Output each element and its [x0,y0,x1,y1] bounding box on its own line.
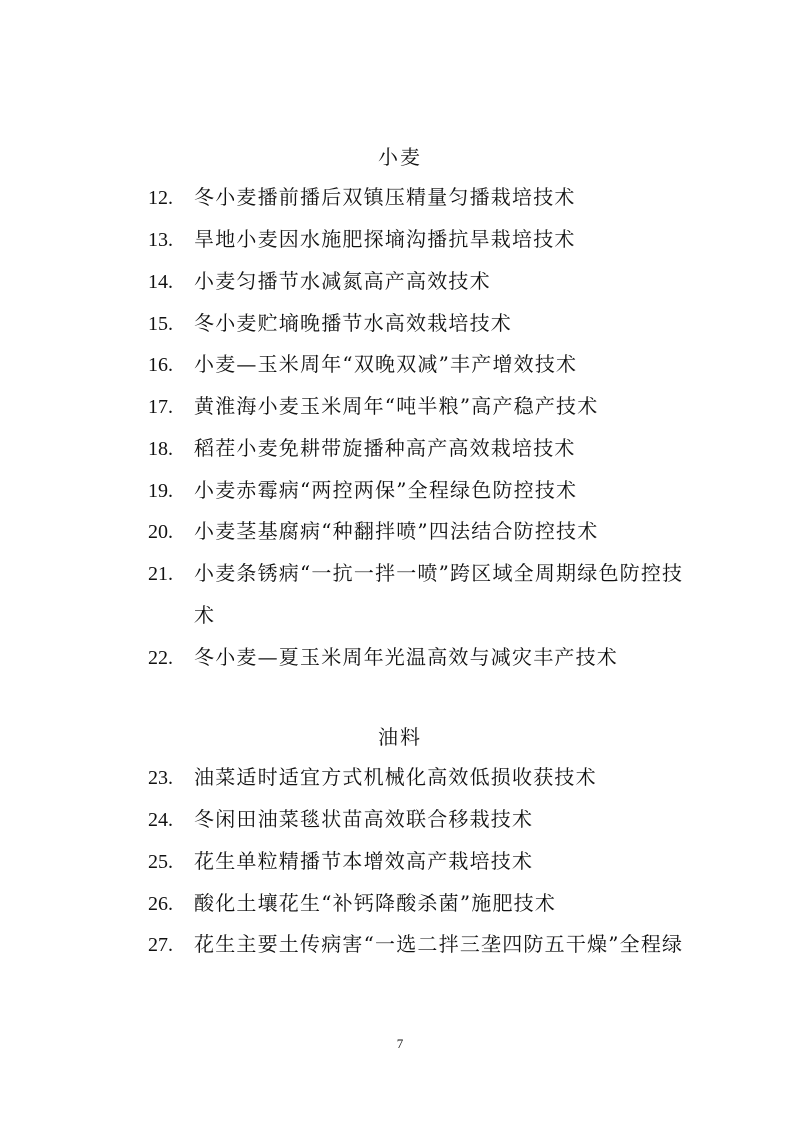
list-item [148,225,708,254]
item-text: 油菜适时适宜方式机械化高效低损收获技术 [194,765,597,789]
section-title-oilseed: 油料 [378,725,422,749]
item-text: 花生单粒精播节本增效高产栽培技术 [194,849,534,873]
list-item [148,267,708,296]
list-item [148,392,708,421]
list-item [148,434,708,463]
item-text: 黄淮海小麦玉米周年“吨半粮”高产稳产技术 [194,394,599,418]
list-item [148,847,708,876]
list-item [148,763,708,792]
item-number: 15. [148,313,173,335]
list-item [148,476,708,505]
item-text: 旱地小麦因水施肥探墒沟播抗旱栽培技术 [194,227,576,251]
item-text: 冬闲田油菜毯状苗高效联合移栽技术 [194,807,534,831]
list-item [148,309,708,338]
item-number: 27. [148,934,173,956]
item-text: 小麦茎基腐病“种翻拌喷”四法结合防控技术 [194,519,599,543]
page-number: 7 [396,1036,404,1051]
list-item [148,183,708,212]
item-number: 21. [148,563,173,585]
list-item [148,643,708,672]
item-text: 花生主要土传病害“一选二拌三垄四防五干燥”全程绿 [194,932,684,956]
item-number: 13. [148,229,173,251]
item-number: 16. [148,354,173,376]
item-text: 小麦匀播节水减氮高产高效技术 [194,269,491,293]
list-item [148,930,708,959]
item-number: 17. [148,396,173,418]
list-item [148,889,708,918]
item-number: 14. [148,271,173,293]
list-item [148,350,708,379]
item-number: 23. [148,767,173,789]
item-number: 26. [148,893,173,915]
item-text: 稻茬小麦免耕带旋播种高产高效栽培技术 [194,436,576,460]
item-number: 25. [148,851,173,873]
item-text: 酸化土壤花生“补钙降酸杀菌”施肥技术 [194,891,557,915]
item-text: 冬小麦—夏玉米周年光温高效与减灾丰产技术 [194,645,618,669]
item-number: 24. [148,809,173,831]
item-text: 冬小麦播前播后双镇压精量匀播栽培技术 [194,185,576,209]
section-title-wheat: 小麦 [378,145,422,169]
item-text: 冬小麦贮墒晚播节水高效栽培技术 [194,311,512,335]
list-item [148,805,708,834]
list-item [148,559,708,588]
item-number: 18. [148,438,173,460]
item-text: 小麦条锈病“一抗一拌一喷”跨区域全周期绿色防控技 [194,561,684,585]
item-number: 19. [148,480,173,502]
item-number: 12. [148,187,173,209]
item-text-continuation: 术 [194,603,216,627]
item-number: 20. [148,521,173,543]
item-number: 22. [148,647,173,669]
list-item [148,517,708,546]
item-text: 小麦赤霉病“两控两保”全程绿色防控技术 [194,478,578,502]
item-text: 小麦—玉米周年“双晚双减”丰产增效技术 [194,352,578,376]
